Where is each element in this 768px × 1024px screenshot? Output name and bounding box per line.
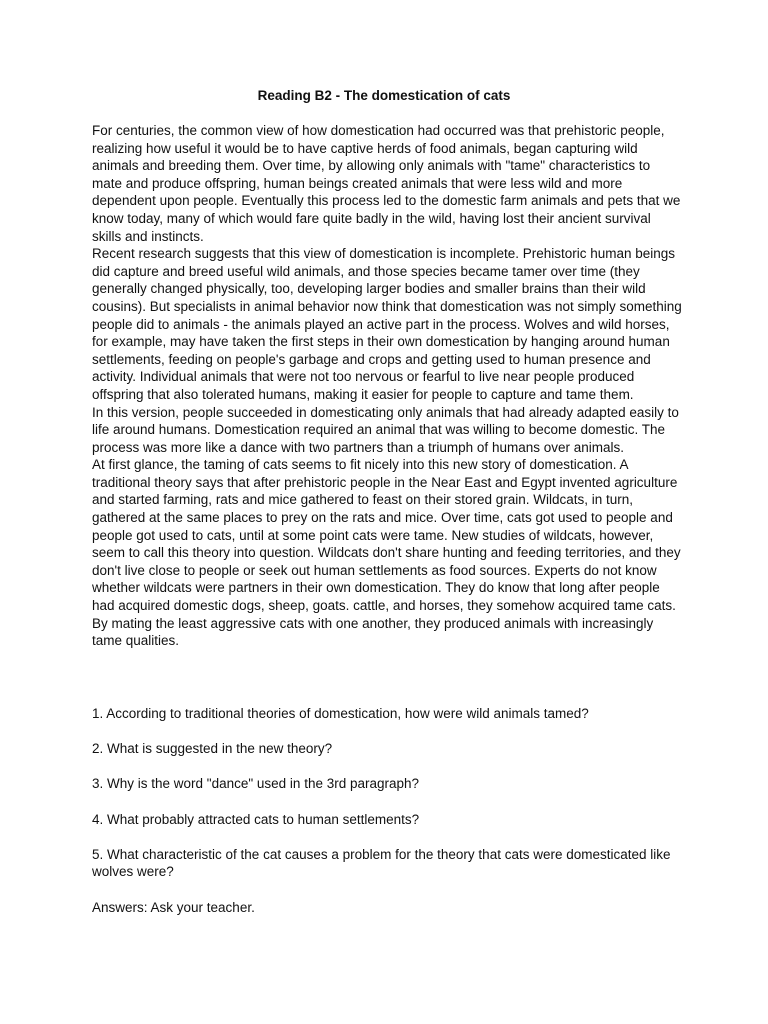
question-4: 4. What probably attracted cats to human settlements? <box>92 811 420 827</box>
questions-section <box>92 705 682 934</box>
question-2: 2. What is suggested in the new theory? <box>92 741 333 757</box>
question-5: 5. What characteristic of the cat causes a problem for the theory that cats were domesticated like wolves were? <box>92 846 671 880</box>
question-3: 3. Why is the word "dance" used in the 3rd paragraph? <box>92 776 420 792</box>
reading-passage <box>92 122 682 650</box>
document-title: Reading B2 - The domestication of cats <box>257 88 511 103</box>
paragraph-4: At first glance, the taming of cats seems to fit nicely into this new story of domestication. A traditional theory says that after prehistoric people in the Near East and Egypt invented agriculture and started farming, rats and mice gathered to feast on their stored grain. Wildcats, in turn, gathered at the same places to prey on the rats and mice. Over time, cats got used to people and people got used to cats, until at some point cats were tame. New studies of wildcats, however, seem to call this theory into question. Wildcats don't share hunting and feeding territories, and they don't live close to people or seek out human settlements as food sources. Experts do not know whether wildcats were partners in their own domestication. They do know that long after people had acquired domestic dogs, sheep, goats. cattle, and horses, they somehow acquired tame cats. By mating the least aggressive cats with one another, they produced animals with increasingly tame qualities. <box>92 457 681 649</box>
paragraph-2: Recent research suggests that this view of domestication is incomplete. Prehistoric human beings did capture and breed useful wild animals, and those species became tamer over time (they generally changed physically, too, developing larger bodies and smaller brains than their wild cousins). But specialists in animal behavior now think that domestication was not simply something people did to animals - the animals played an active part in the process. Wolves and wild horses, for example, may have taken the first steps in their own domestication by hanging around human settlements, feeding on people's garbage and crops and getting used to human presence and activity. Individual animals that were not too nervous or fearful to live near people produced offspring that also tolerated humans, making it easier for people to capture and tame them. <box>92 246 682 402</box>
question-1: 1. According to traditional theories of domestication, how were wild animals tamed? <box>92 706 589 721</box>
paragraph-1: For centuries, the common view of how domestication had occurred was that prehistoric people, realizing how useful it would be to have captive herds of food animals, began capturing wild animals and breeding them. Over time, by allowing only animals with "tame" characteristics to mate and produce offspring, human beings created animals that were less wild and more dependent upon people. Eventually this process led to the domestic farm animals and pets that we know today, many of which would fare quite badly in the wild, having lost their ancient survival skills and instincts. <box>92 123 681 244</box>
answers-note: Answers: Ask your teacher. <box>92 899 255 915</box>
paragraph-3: In this version, people succeeded in domesticating only animals that had already adapted easily to life around humans. Domestication required an animal that was willing to become domestic. The process was more like a dance with two partners than a triumph of humans over animals. <box>92 404 679 455</box>
